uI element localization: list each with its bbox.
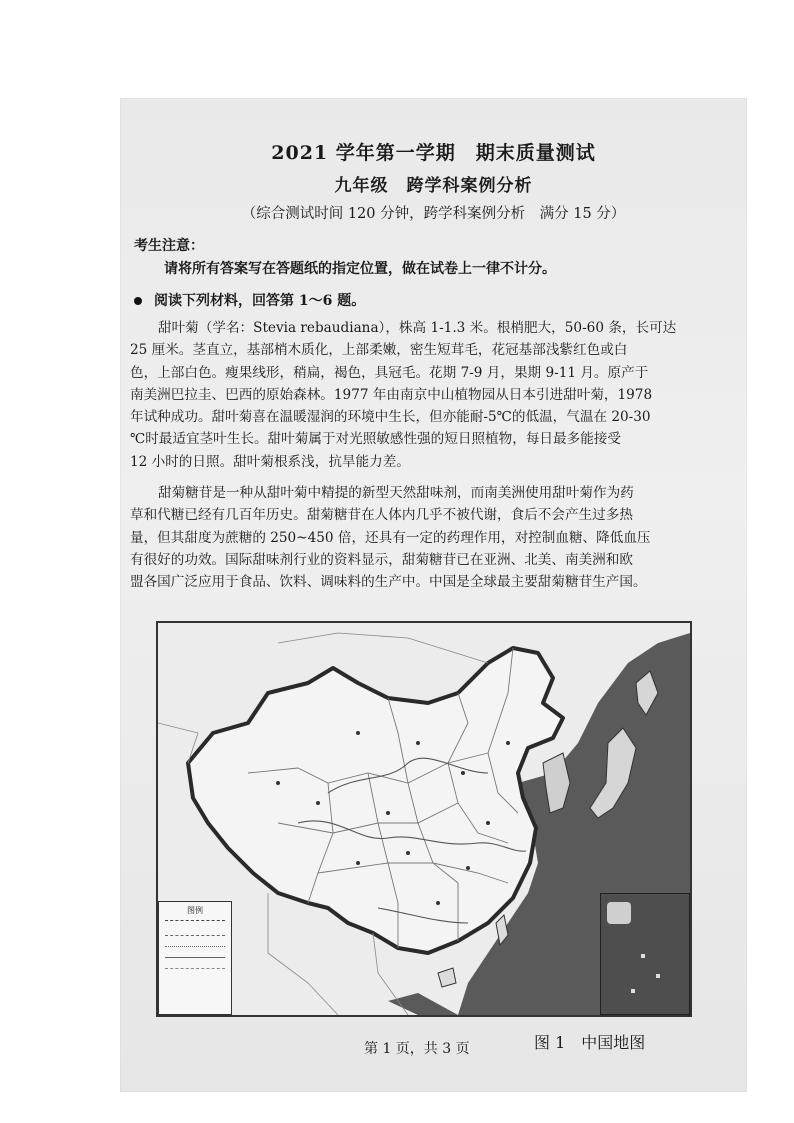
text-line: 甜菊糖苷是一种从甜叶菊中精提的新型天然甜味剂，而南美洲使用甜叶菊作为药 bbox=[158, 485, 634, 501]
south-sea-inset bbox=[600, 893, 690, 1015]
text-line: 盟各国广泛应用于食品、饮料、调味料的生产中。中国是全球最主要甜菊糖苷生产国。 bbox=[130, 574, 647, 591]
exam-paper bbox=[120, 98, 747, 1092]
exam-subtitle: 九年级 跨学科案例分析 bbox=[334, 176, 533, 196]
legend-line bbox=[165, 920, 225, 931]
legend-line bbox=[165, 935, 225, 946]
text-line: 色，上部白色。瘦果线形，稍扁，褐色，具冠毛。花期 7-9 月，果期 9-11 月。原产于 bbox=[130, 364, 649, 381]
map-legend bbox=[158, 901, 232, 1015]
exam-info: （综合测试时间 120 分钟，跨学科案例分析 满分 15 分） bbox=[241, 206, 626, 222]
question-heading bbox=[134, 290, 365, 310]
text-line: ℃时最适宜茎叶生长。甜叶菊属于对光照敏感性强的短日照植物，每日最多能接受 bbox=[130, 431, 621, 448]
text-line: 年试种成功。甜叶菊喜在温暖湿润的环境中生长，但亦能耐-5℃的低温，气温在 20-30 bbox=[130, 409, 651, 426]
china-map bbox=[156, 621, 692, 1017]
text-line: 12 小时的日照。甜叶菊根系浅，抗旱能力差。 bbox=[130, 453, 410, 470]
paragraph-stevia bbox=[130, 317, 736, 473]
page-number: 第 1 页，共 3 页 bbox=[364, 1041, 470, 1057]
text-line: 量，但其甜度为蔗糖的 250~450 倍，还具有一定的药理作用，对控制血糖、降低血压 bbox=[130, 529, 651, 546]
map-caption: 图 1 中国地图 bbox=[534, 1033, 646, 1052]
bullet-icon bbox=[134, 297, 142, 305]
text-line: 有很好的功效。国际甜味剂行业的资料显示，甜菊糖苷已在亚洲、北美、南美洲和欧 bbox=[130, 551, 633, 568]
map-legend-title: 图例 bbox=[187, 906, 203, 915]
legend-line bbox=[165, 946, 225, 957]
text-line: 甜叶菊（学名：Stevia rebaudiana），株高 1-1.3 米。根梢肥大，50-60 条，长可达 bbox=[158, 320, 677, 336]
legend-line bbox=[165, 968, 225, 979]
legend-line bbox=[165, 957, 225, 968]
exam-title: 2021 学年第一学期 期末质量测试 bbox=[271, 142, 596, 164]
notice-body: 请将所有答案写在答题纸的指定位置，做在试卷上一律不计分。 bbox=[164, 261, 556, 277]
question-heading-text: 阅读下列材料，回答第 1～6 题。 bbox=[154, 293, 366, 309]
text-line: 草和代糖已经有几百年历史。甜菊糖苷在人体内几乎不被代谢，食后不会产生过多热 bbox=[130, 507, 633, 524]
text-line: 南美洲巴拉圭、巴西的原始森林。1977 年由南京中山植物园从日本引进甜叶菊，1978 bbox=[130, 386, 653, 403]
notice-title: 考生注意： bbox=[134, 238, 204, 254]
text-line: 25 厘米。茎直立，基部梢木质化，上部柔嫩，密生短茸毛，花冠基部浅紫红色或白 bbox=[130, 342, 628, 359]
paragraph-steviol bbox=[130, 482, 736, 593]
